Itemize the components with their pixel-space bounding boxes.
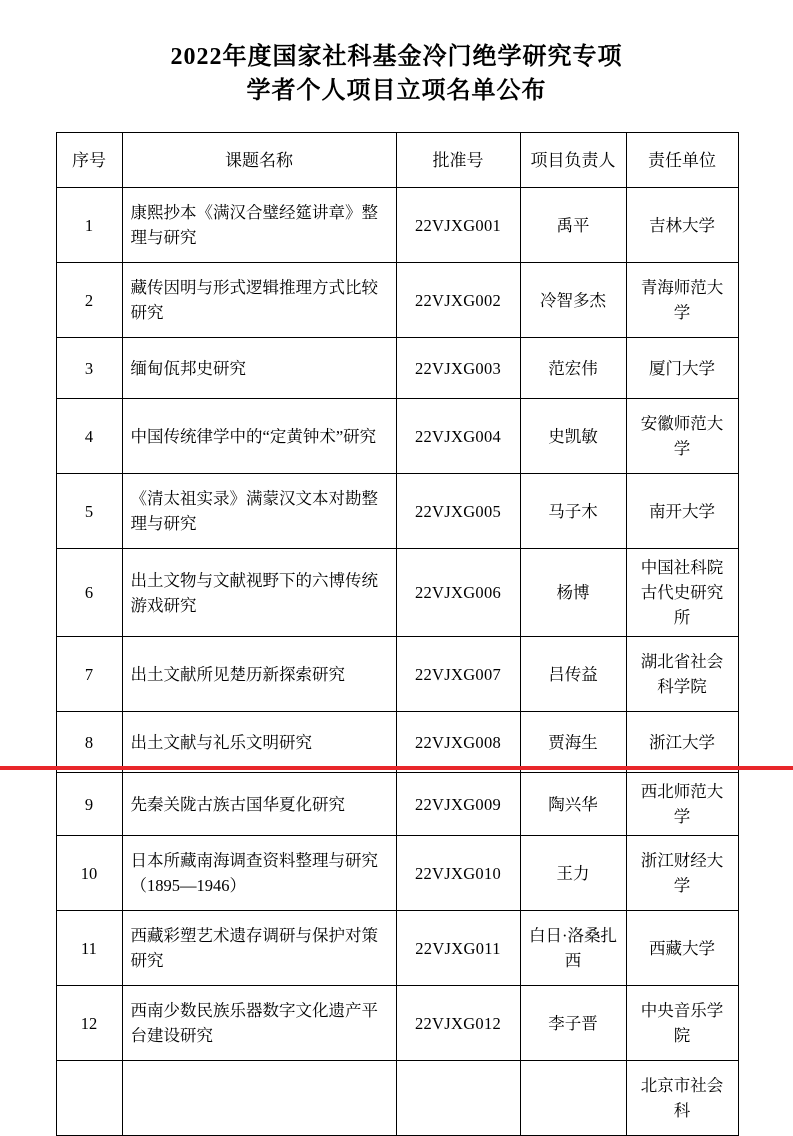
cell-title: 中国传统律学中的“定黄钟术”研究 (122, 399, 396, 474)
table-row (56, 338, 738, 399)
cell-title: 日本所藏南海调查资料整理与研究（1895—1946） (122, 836, 396, 911)
cell-title: 缅甸佤邦史研究 (122, 338, 396, 399)
column-header-seq: 序号 (56, 133, 122, 188)
cell-leader: 白日·洛桑扎西 (520, 911, 626, 986)
cell-title: 出土文献与礼乐文明研究 (122, 712, 396, 773)
cell-org: 中央音乐学院 (626, 986, 738, 1061)
cell-org: 厦门大学 (626, 338, 738, 399)
project-list-table (56, 132, 739, 1136)
cell-seq: 8 (56, 712, 122, 773)
table-row (56, 712, 738, 773)
cell-org: 吉林大学 (626, 188, 738, 263)
project-list-table-wrap (56, 132, 738, 1136)
cell-seq: 9 (56, 773, 122, 836)
table-row (56, 911, 738, 986)
cell-seq: 11 (56, 911, 122, 986)
cell-seq: 2 (56, 263, 122, 338)
cell-code: 22VJXG005 (396, 474, 520, 549)
cell-seq: 6 (56, 549, 122, 637)
table-row (56, 263, 738, 338)
table-row (56, 474, 738, 549)
table-row (56, 1061, 738, 1136)
cell-code: 22VJXG002 (396, 263, 520, 338)
cell-leader: 杨博 (520, 549, 626, 637)
cell-org: 青海师范大学 (626, 263, 738, 338)
cell-code: 22VJXG010 (396, 836, 520, 911)
cell-code: 22VJXG007 (396, 637, 520, 712)
column-header-code: 批准号 (396, 133, 520, 188)
cell-title: 西南少数民族乐器数字文化遗产平台建设研究 (122, 986, 396, 1061)
cell-seq (56, 1061, 122, 1136)
cell-seq: 7 (56, 637, 122, 712)
cell-code: 22VJXG012 (396, 986, 520, 1061)
cell-title: 先秦关陇古族古国华夏化研究 (122, 773, 396, 836)
cell-leader: 史凯敏 (520, 399, 626, 474)
cell-org: 西藏大学 (626, 911, 738, 986)
cell-title: 康熙抄本《满汉合璧经筵讲章》整理与研究 (122, 188, 396, 263)
cell-org: 中国社科院古代史研究所 (626, 549, 738, 637)
cell-org: 北京市社会科 (626, 1061, 738, 1136)
cell-seq: 4 (56, 399, 122, 474)
cell-leader: 陶兴华 (520, 773, 626, 836)
column-header-title: 课题名称 (122, 133, 396, 188)
document-title (0, 0, 793, 108)
cell-org: 湖北省社会科学院 (626, 637, 738, 712)
table-row (56, 836, 738, 911)
cell-title: 藏传因明与形式逻辑推理方式比较研究 (122, 263, 396, 338)
cell-leader: 李子晋 (520, 986, 626, 1061)
cell-code: 22VJXG001 (396, 188, 520, 263)
cell-org: 安徽师范大学 (626, 399, 738, 474)
cell-title: 出土文献所见楚历新探索研究 (122, 637, 396, 712)
cell-leader: 禹平 (520, 188, 626, 263)
column-header-org: 责任单位 (626, 133, 738, 188)
cell-code: 22VJXG011 (396, 911, 520, 986)
cell-leader: 马子木 (520, 474, 626, 549)
cell-leader: 贾海生 (520, 712, 626, 773)
cell-leader: 吕传益 (520, 637, 626, 712)
cell-org: 浙江大学 (626, 712, 738, 773)
cell-org: 西北师范大学 (626, 773, 738, 836)
red-highlight-line (0, 766, 793, 770)
title-line-2: 学者个人项目立项名单公布 (246, 78, 547, 104)
table-row (56, 399, 738, 474)
table-row (56, 637, 738, 712)
table-row (56, 188, 738, 263)
cell-leader: 范宏伟 (520, 338, 626, 399)
table-row (56, 986, 738, 1061)
cell-code: 22VJXG009 (396, 773, 520, 836)
cell-leader: 冷智多杰 (520, 263, 626, 338)
title-line-1: 2022年度国家社科基金冷门绝学研究专项 (170, 44, 623, 70)
cell-org: 南开大学 (626, 474, 738, 549)
cell-title: 《清太祖实录》满蒙汉文本对勘整理与研究 (122, 474, 396, 549)
cell-leader: 王力 (520, 836, 626, 911)
cell-leader (520, 1061, 626, 1136)
table-header-row (56, 133, 738, 188)
cell-title (122, 1061, 396, 1136)
cell-title: 西藏彩塑艺术遗存调研与保护对策研究 (122, 911, 396, 986)
cell-seq: 12 (56, 986, 122, 1061)
cell-code: 22VJXG006 (396, 549, 520, 637)
cell-seq: 5 (56, 474, 122, 549)
cell-title: 出土文物与文献视野下的六博传统游戏研究 (122, 549, 396, 637)
column-header-leader: 项目负责人 (520, 133, 626, 188)
cell-org: 浙江财经大学 (626, 836, 738, 911)
cell-seq: 10 (56, 836, 122, 911)
cell-seq: 3 (56, 338, 122, 399)
table-row (56, 773, 738, 836)
table-row (56, 549, 738, 637)
cell-code: 22VJXG003 (396, 338, 520, 399)
cell-code: 22VJXG004 (396, 399, 520, 474)
cell-code: 22VJXG008 (396, 712, 520, 773)
cell-seq: 1 (56, 188, 122, 263)
cell-code (396, 1061, 520, 1136)
